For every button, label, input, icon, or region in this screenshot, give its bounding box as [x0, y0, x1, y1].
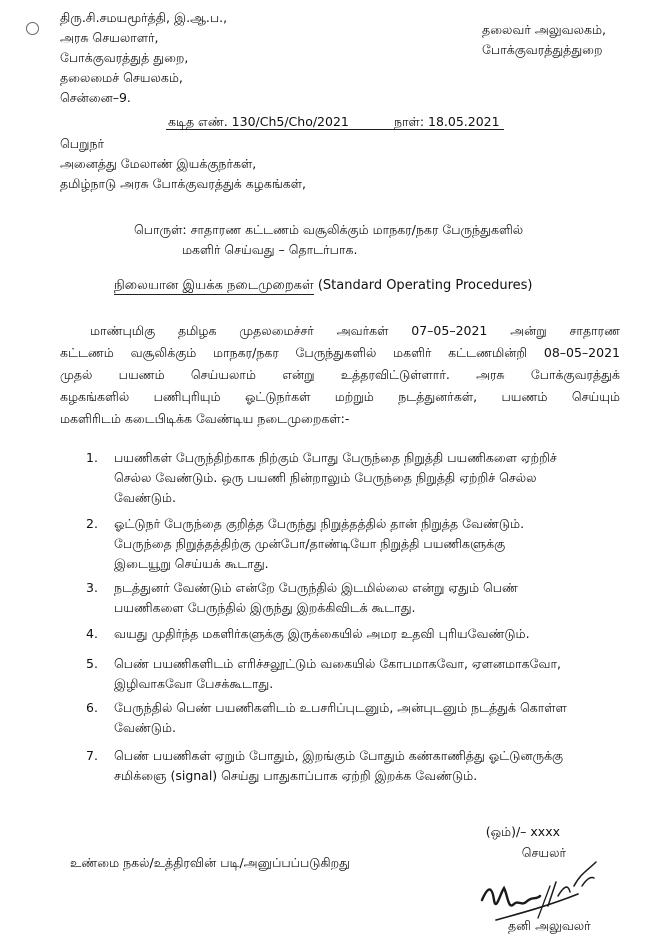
item-number: 4.	[86, 626, 98, 641]
item-line: இடையூறு செய்யக் கூடாது.	[114, 556, 269, 571]
sender-line: திரு.சி.சமயமூர்த்தி, இ.ஆ.ப.,	[60, 10, 228, 25]
item-number: 3.	[86, 580, 98, 595]
item-line: பயணிகளை பேருந்தில் இருந்து இறக்கிவிடக் கூடாது.	[114, 600, 416, 615]
item-line: செல்ல வேண்டும். ஒரு பயணி நின்றாலும் பேருந்தை நிறுத்தி ஏற்றிச் செல்ல	[114, 470, 537, 485]
item-line: பெண் பயணிகளிடம் எரிச்சலூட்டும் வகையில் கோபமாகவோ, ஏளனமாகவோ,	[114, 656, 561, 671]
item-line: வேண்டும்.	[114, 490, 176, 505]
item-text	[114, 624, 624, 644]
intro-line: மகளிரிடம் கடைபிடிக்க வேண்டிய நடைமுறைகள்:-	[60, 411, 350, 426]
office-line: தலைவர் அலுவலகம்,	[482, 22, 606, 37]
subject-block	[134, 220, 523, 260]
sop-heading-tamil: நிலையான இயக்க நடைமுறைகள்	[114, 278, 314, 293]
letter-date: நாள்: 18.05.2021	[394, 114, 500, 129]
office-line: போக்குவரத்துத்துறை	[482, 42, 603, 57]
designation: செயலர்	[521, 845, 566, 860]
intro-line: கழகங்களில் பணிபுரியும் ஓட்டுநர்கள் மற்றும் நடத்துனர்கள், பயணம் செய்யும்	[60, 389, 620, 404]
item-line: ஓட்டுநர் பேருந்தை குறித்த பேருந்து நிறுத்தத்தில் தான் நிறுத்த வேண்டும்.	[114, 516, 525, 531]
punch-hole-mark	[26, 22, 39, 35]
intro-line: கட்டணம் வசூலிக்கும் மாநகர/நகர பேருந்துகளில் மகளிர் கட்டணமின்றி 08–05–2021	[60, 345, 620, 360]
intro-line: முதல் பயணம் செய்யலாம் என்று உத்தரவிட்டுள்ளார். அரசு போக்குவரத்துக்	[60, 367, 620, 382]
item-line: வயது முதிர்ந்த மகளிர்களுக்கு இருக்கையில் அமர உதவி புரியவேண்டும்.	[114, 626, 530, 641]
item-line: நடத்துனர் வேண்டும் என்றே பேருந்தில் இடமில்லை என்று ஏதும் பெண்	[114, 580, 518, 595]
reference-underline	[166, 129, 504, 130]
item-text	[114, 514, 624, 574]
sender-address	[60, 8, 227, 108]
item-line: இழிவாகவோ பேசக்கூடாது.	[114, 676, 274, 691]
sender-line: போக்குவரத்துத் துறை,	[60, 50, 189, 65]
item-text	[114, 654, 624, 694]
subject-line: பொருள்: சாதாரண கட்டணம் வசூலிக்கும் மாநகர/நகர பேருந்துகளில்	[134, 222, 524, 237]
sender-line: தலைமைச் செயலகம்,	[60, 70, 183, 85]
signed-mark: (ஒம்)/– xxxx	[485, 824, 560, 839]
item-line: பயணிகள் பேருந்திற்காக நிற்கும் போது பேருந்தை நிறுத்தி பயணிகளை ஏற்றிச்	[114, 450, 557, 465]
copy-note: உண்மை நகல்/உத்திரவின் படி/அனுப்பப்படுகிறது	[70, 855, 351, 870]
sop-heading	[114, 276, 533, 296]
sop-heading-english: (Standard Operating Procedures)	[317, 278, 533, 293]
item-number: 7.	[86, 748, 98, 763]
item-number: 5.	[86, 656, 98, 671]
subject-line: மகளிர் செய்வது – தொடர்பாக.	[182, 242, 358, 257]
item-number: 2.	[86, 516, 98, 531]
item-text	[114, 746, 624, 786]
sender-line: அரசு செயலாளர்,	[60, 30, 159, 45]
item-number: 1.	[86, 450, 98, 465]
item-text	[114, 578, 624, 618]
item-line: சமிக்ஞை (signal) செய்து பாதுகாப்பாக ஏற்றி இறக்க வேண்டும்.	[114, 768, 478, 783]
item-line: வேண்டும்.	[114, 720, 176, 735]
recipient-block	[60, 134, 306, 194]
item-line: பேருந்தில் பெண் பயணிகளிடம் உபசரிப்புடனும், அன்புடனும் நடத்துக் கொள்ள	[114, 700, 567, 715]
letter-number: கடித எண். 130/Ch5/Cho/2021	[168, 114, 349, 129]
section-officer-label: தனி அலுவலர்	[508, 918, 591, 933]
intro-line: மாண்புமிகு தமிழக முதலமைச்சர் அவர்கள் 07–05–2021 அன்று சாதாரண	[90, 323, 620, 338]
item-text	[114, 698, 624, 738]
item-text	[114, 448, 624, 508]
recipient-line: அனைத்து மேலாண் இயக்குநர்கள்,	[60, 156, 257, 171]
sender-line: சென்னை–9.	[60, 90, 131, 105]
intro-paragraph	[60, 320, 620, 430]
item-line: பெண் பயணிகள் ஏறும் போதும், இறங்கும் போதும் கண்காணித்து ஓட்டுனருக்கு	[114, 748, 564, 763]
item-number: 6.	[86, 700, 98, 715]
item-line: பேருந்தை நிறுத்தத்திற்கு முன்போ/தாண்டியோ நிறுத்தி பயணிகளுக்கு	[114, 536, 506, 551]
recipient-line: தமிழ்நாடு அரசு போக்குவரத்துக் கழகங்கள்,	[60, 176, 307, 191]
recipient-line: பெறுநர்	[60, 136, 105, 151]
office-address	[482, 20, 606, 60]
